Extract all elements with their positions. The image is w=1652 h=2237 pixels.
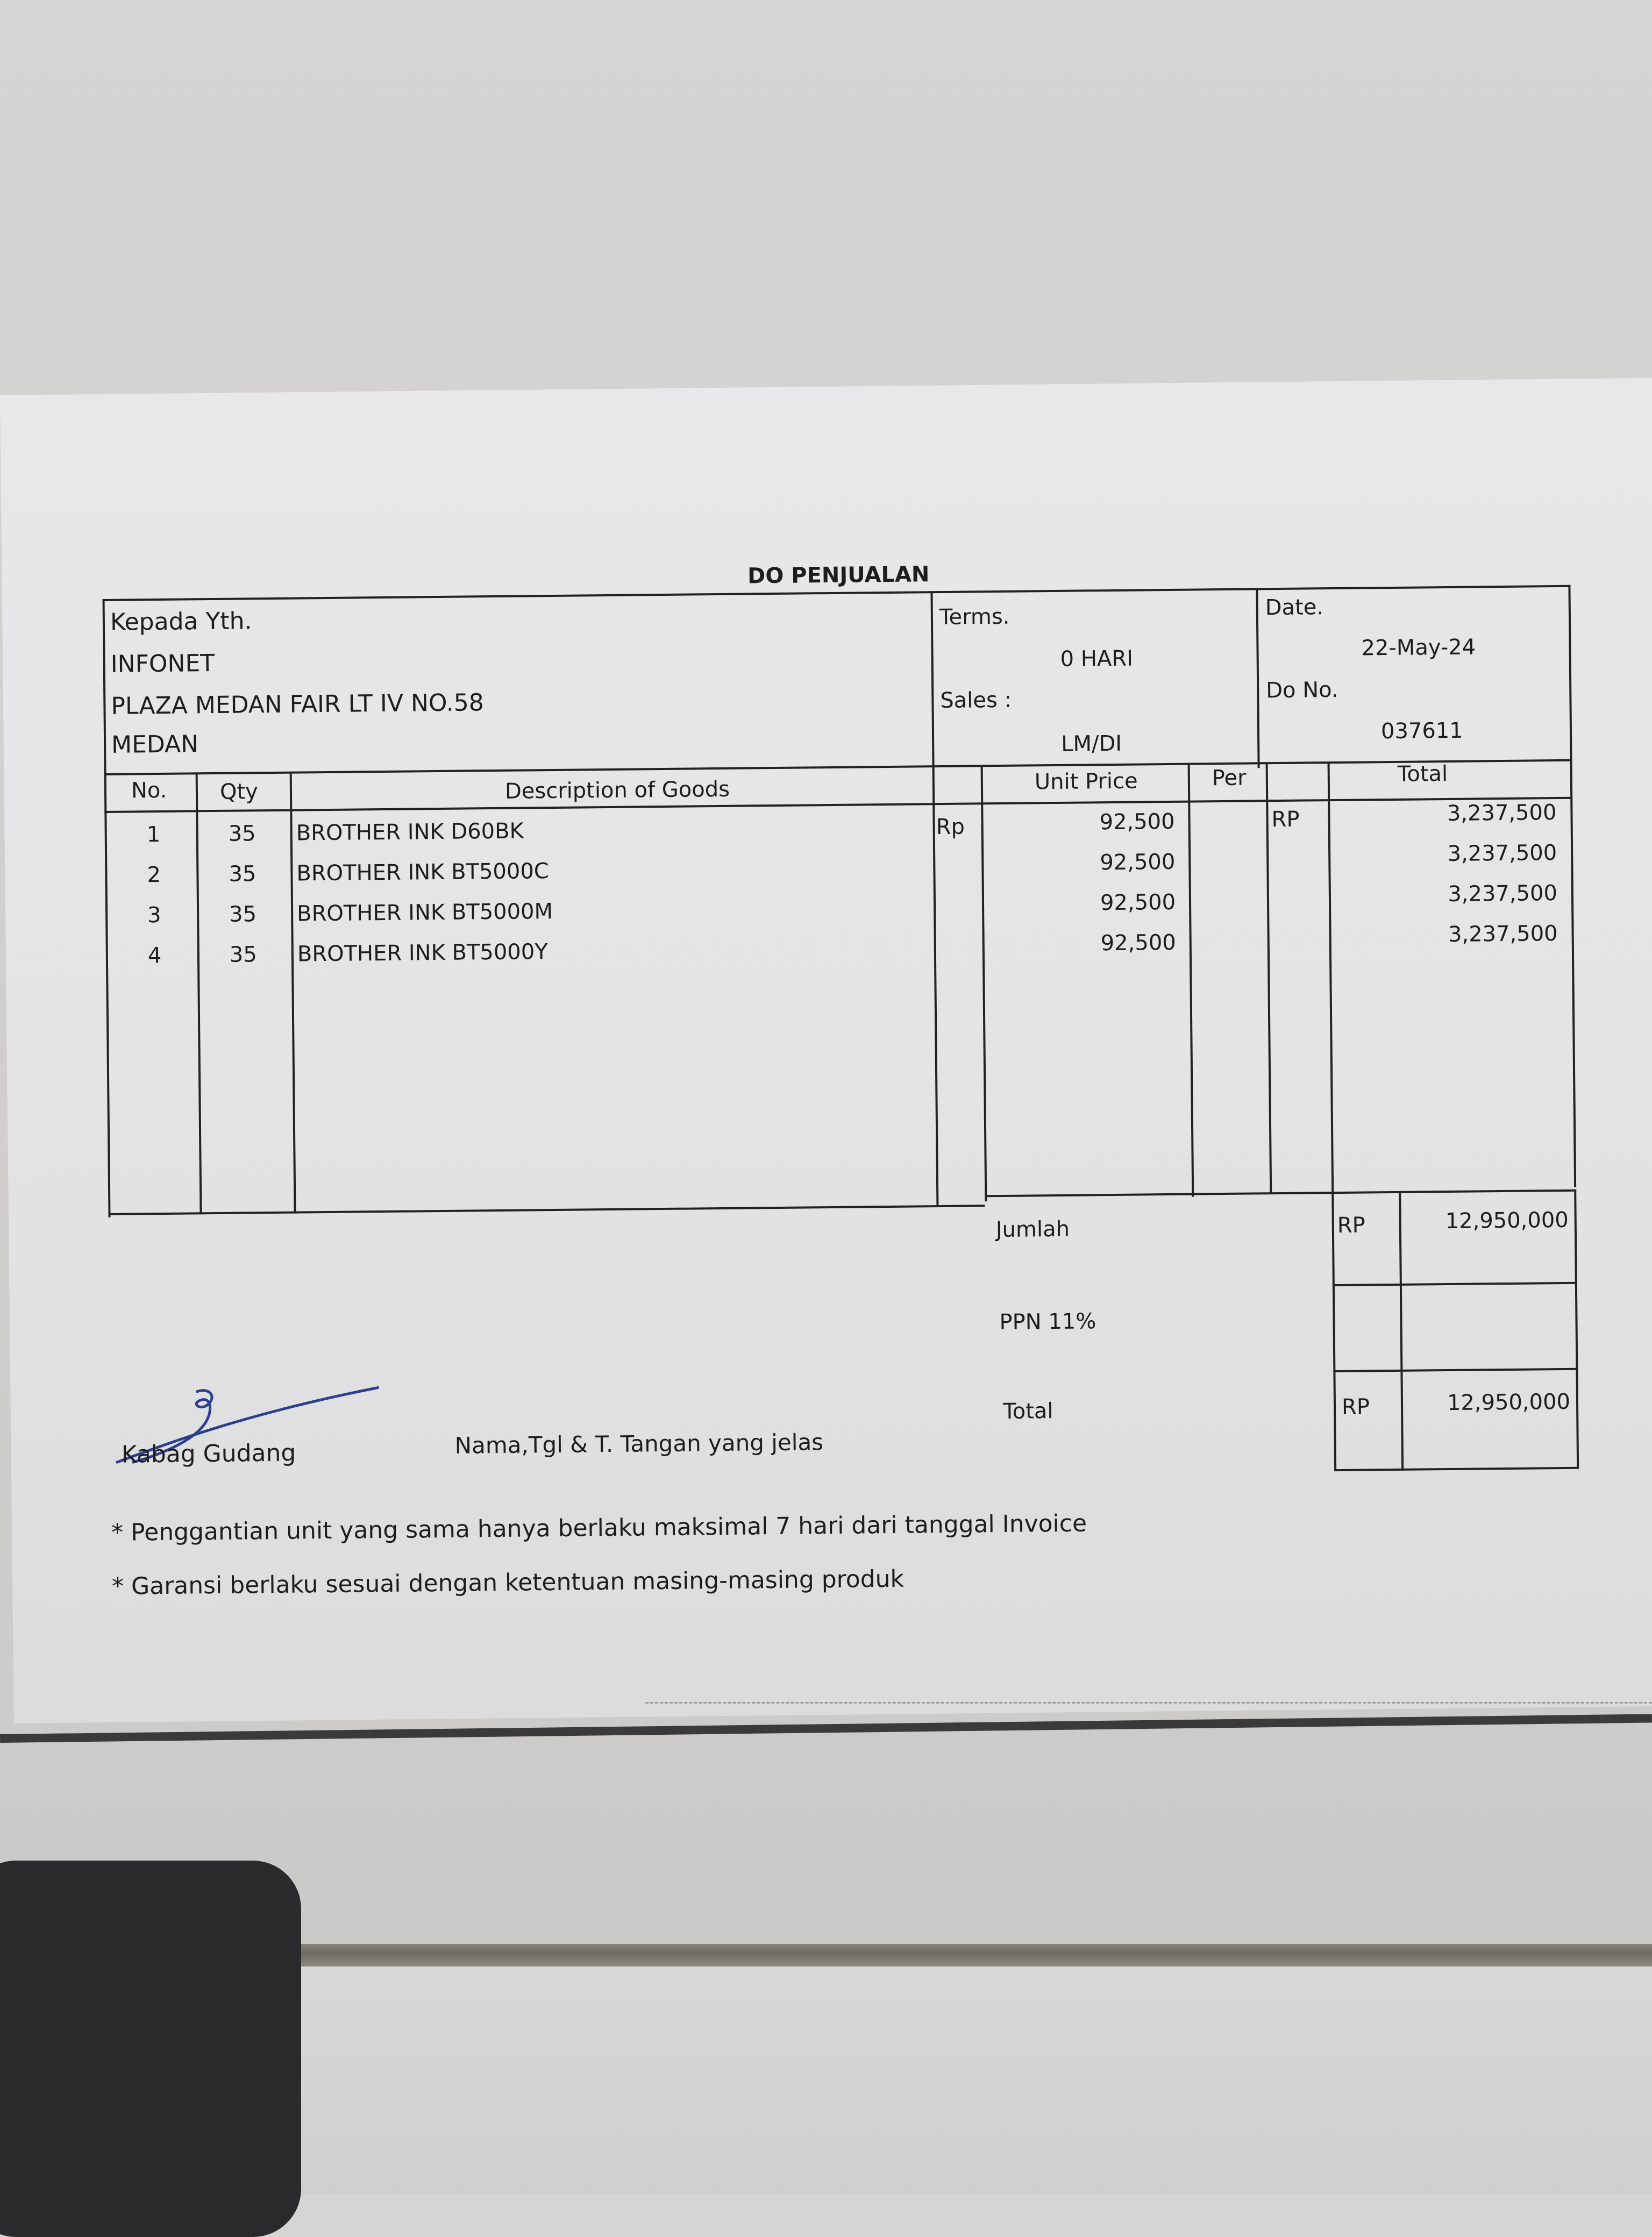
document-title: DO PENJUALAN xyxy=(747,562,930,589)
delivery-order-document xyxy=(102,556,1595,1600)
date-value: 22-May-24 xyxy=(1361,635,1476,661)
jumlah-currency: RP xyxy=(1337,1213,1365,1238)
sales-value: LM/DI xyxy=(1060,731,1122,757)
recipient-city: MEDAN xyxy=(111,730,199,759)
recipient-name: INFONET xyxy=(110,650,215,678)
row-unit-price: 92,500 xyxy=(1100,930,1176,956)
row-total: 3,237,500 xyxy=(1448,881,1558,907)
signature-instruction: Nama,Tgl & T. Tangan yang jelas xyxy=(454,1429,824,1459)
row-no: 3 xyxy=(147,902,161,928)
row-qty: 35 xyxy=(229,942,258,967)
finger-shadow xyxy=(0,1861,301,2237)
date-label: Date. xyxy=(1265,595,1324,621)
terms-value: 0 HARI xyxy=(1060,646,1134,672)
table-bottom-border xyxy=(108,1205,985,1215)
row-no: 2 xyxy=(147,862,161,888)
perforation-line xyxy=(645,1702,1652,1704)
row-no: 4 xyxy=(147,943,162,968)
summary-row-line-2 xyxy=(1333,1368,1578,1372)
ppn-label: PPN 11% xyxy=(999,1309,1096,1335)
recipient-label: Kepada Yth. xyxy=(110,607,252,636)
header-bottom-border xyxy=(104,759,1572,775)
recipient-address: PLAZA MEDAN FAIR LT IV NO.58 xyxy=(111,689,484,720)
header-divider-2 xyxy=(1256,588,1259,768)
total-currency-summary: RP xyxy=(1341,1394,1370,1420)
column-header-qty: Qty xyxy=(219,779,259,804)
jumlah-value: 12,950,000 xyxy=(1445,1207,1569,1234)
jumlah-label: Jumlah xyxy=(995,1216,1070,1243)
terms-label: Terms. xyxy=(939,604,1010,630)
column-header-per: Per xyxy=(1212,765,1247,791)
column-header-total: Total xyxy=(1397,761,1448,787)
total-currency: RP xyxy=(1271,807,1300,832)
row-description: BROTHER INK BT5000C xyxy=(296,859,549,886)
summary-box-left xyxy=(1331,1192,1336,1471)
do-no-label: Do No. xyxy=(1266,677,1338,703)
note-warranty: * Garansi berlaku sesuai dengan ketentuan masing-masing produk xyxy=(111,1565,905,1600)
summary-box-right xyxy=(1574,1189,1579,1469)
total-value: 12,950,000 xyxy=(1447,1389,1571,1416)
row-unit-price: 92,500 xyxy=(1100,889,1176,916)
column-header-no: No. xyxy=(131,778,167,803)
column-header-description: Description of Goods xyxy=(504,776,730,804)
summary-row-line-1 xyxy=(1333,1282,1577,1286)
row-description: BROTHER INK D60BK xyxy=(296,818,524,846)
row-qty: 35 xyxy=(228,821,256,846)
row-no: 1 xyxy=(146,822,161,847)
summary-box-divider xyxy=(1399,1191,1404,1471)
signature-label: Kabag Gudang xyxy=(121,1439,296,1469)
unit-price-currency: Rp xyxy=(936,814,965,840)
row-description: BROTHER INK BT5000M xyxy=(296,899,553,927)
row-total: 3,237,500 xyxy=(1447,840,1557,867)
column-header-unit-price: Unit Price xyxy=(1034,768,1138,795)
row-description: BROTHER INK BT5000Y xyxy=(297,939,548,967)
row-total: 3,237,500 xyxy=(1448,921,1558,947)
do-no-value: 037611 xyxy=(1380,718,1463,744)
row-total: 3,237,500 xyxy=(1447,800,1557,827)
row-qty: 35 xyxy=(229,861,257,887)
row-unit-price: 92,500 xyxy=(1100,849,1176,875)
row-qty: 35 xyxy=(229,902,257,927)
row-unit-price: 92,500 xyxy=(1099,809,1175,835)
note-replacement: * Penggantian unit yang sama hanya berlaku maksimal 7 hari dari tanggal Invoice xyxy=(111,1509,1087,1547)
table-bottom-border-right xyxy=(985,1189,1576,1198)
sales-label: Sales : xyxy=(940,687,1012,714)
total-label: Total xyxy=(1002,1399,1053,1424)
